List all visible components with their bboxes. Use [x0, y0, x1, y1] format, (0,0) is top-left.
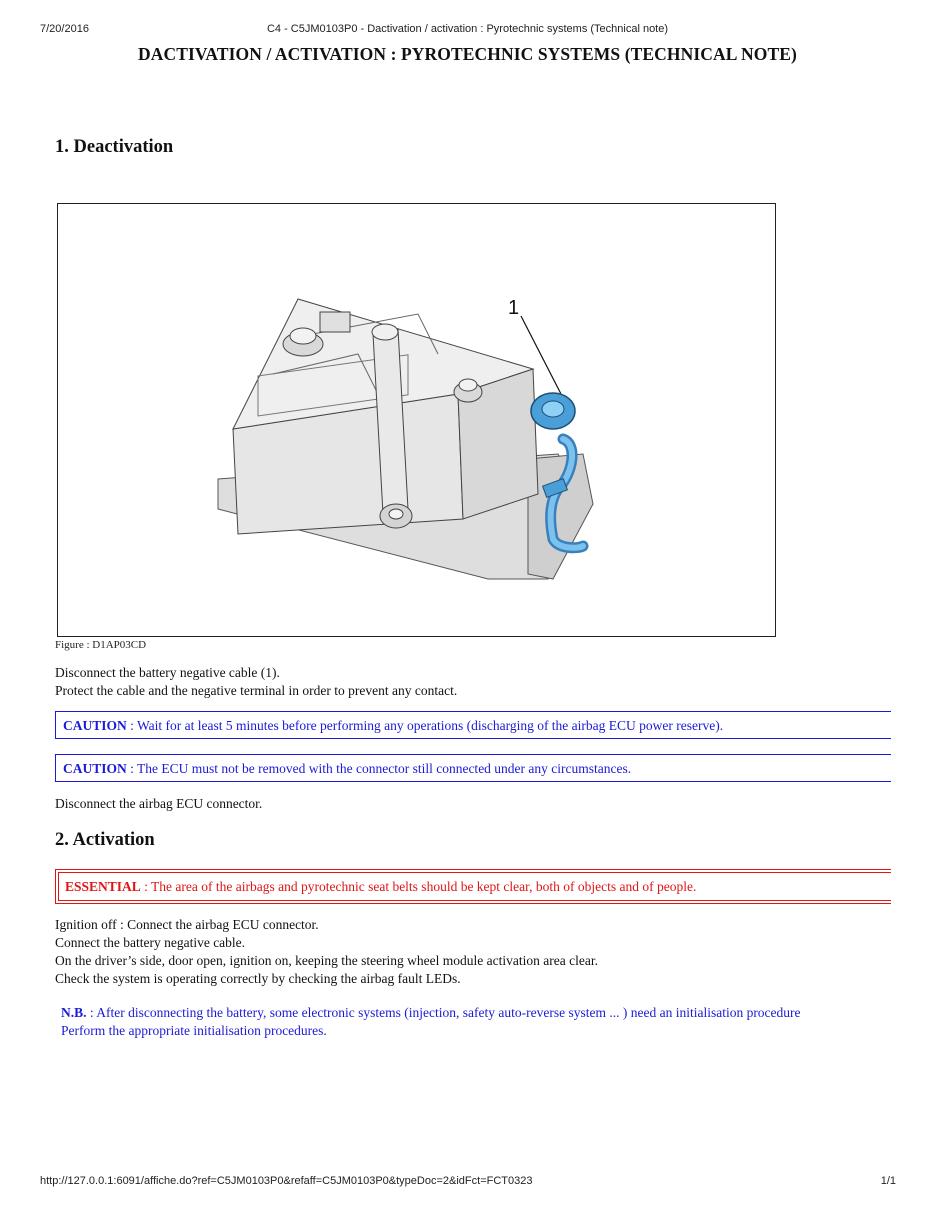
callout-number: 1 — [508, 297, 520, 319]
instruction-line: Disconnect the battery negative cable (1). — [55, 665, 280, 680]
instruction-line: On the driver’s side, door open, ignition on, keeping the steering wheel module activation area clear. — [55, 953, 598, 968]
section-heading-deactivation: 1. Deactivation — [55, 137, 174, 157]
caution-label: CAUTION — [63, 718, 127, 733]
nb-note — [61, 1005, 801, 1021]
connector-cap — [542, 401, 564, 417]
caution-note-connector — [55, 754, 891, 782]
essential-note-inner — [58, 872, 891, 901]
instruction-line: Check the system is operating correctly by checking the airbag fault LEDs. — [55, 971, 461, 986]
nb-note-line2: Perform the appropriate initialisation procedures. — [61, 1023, 327, 1038]
battery-diagram — [58, 204, 775, 636]
hold-down-bolt-head — [389, 509, 403, 519]
nb-text: : After disconnecting the battery, some electronic systems (injection, safety auto-reverse system ... ) need an initialisation procedure — [86, 1005, 801, 1020]
page-number: 1/1 — [880, 1175, 896, 1187]
section-heading-activation: 2. Activation — [55, 830, 155, 850]
caution-text: : Wait for at least 5 minutes before performing any operations (discharging of the airbag ECU power reserve). — [126, 718, 724, 733]
essential-text: : The area of the airbags and pyrotechnic seat belts should be kept clear, both of objects and of people. — [140, 879, 697, 894]
nb-label: N.B. — [61, 1005, 87, 1020]
essential-note — [55, 869, 891, 904]
instruction-line: Connect the battery negative cable. — [55, 935, 246, 950]
instruction-line: Protect the cable and the negative terminal in order to prevent any contact. — [55, 683, 458, 698]
caution-note-discharge — [55, 711, 891, 739]
caution-text: : The ECU must not be removed with the connector still connected under any circumstances. — [126, 761, 632, 776]
positive-terminal-cap — [290, 328, 316, 344]
instruction-line: Disconnect the airbag ECU connector. — [55, 796, 263, 811]
instruction-line: Ignition off : Connect the airbag ECU connector. — [55, 917, 319, 932]
document-title: DACTIVATION / ACTIVATION : PYROTECHNIC SYSTEMS (TECHNICAL NOTE) — [138, 44, 797, 64]
hold-down-top — [372, 324, 398, 340]
positive-clamp — [320, 312, 350, 332]
negative-terminal-cap — [459, 379, 477, 391]
print-page-title: C4 - C5JM0103P0 - Dactivation / activation : Pyrotechnic systems (Technical note) — [266, 23, 669, 35]
essential-label: ESSENTIAL — [65, 879, 141, 894]
print-url: http://127.0.0.1:6091/affiche.do?ref=C5JM0103P0&refaff=C5JM0103P0&typeDoc=2&idFct=FCT0323 — [40, 1175, 533, 1187]
print-date: 7/20/2016 — [40, 23, 89, 35]
tray-side — [528, 454, 593, 579]
caution-label: CAUTION — [63, 761, 127, 776]
figure-caption: Figure : D1AP03CD — [55, 639, 147, 651]
figure-battery-illustration — [57, 203, 776, 637]
